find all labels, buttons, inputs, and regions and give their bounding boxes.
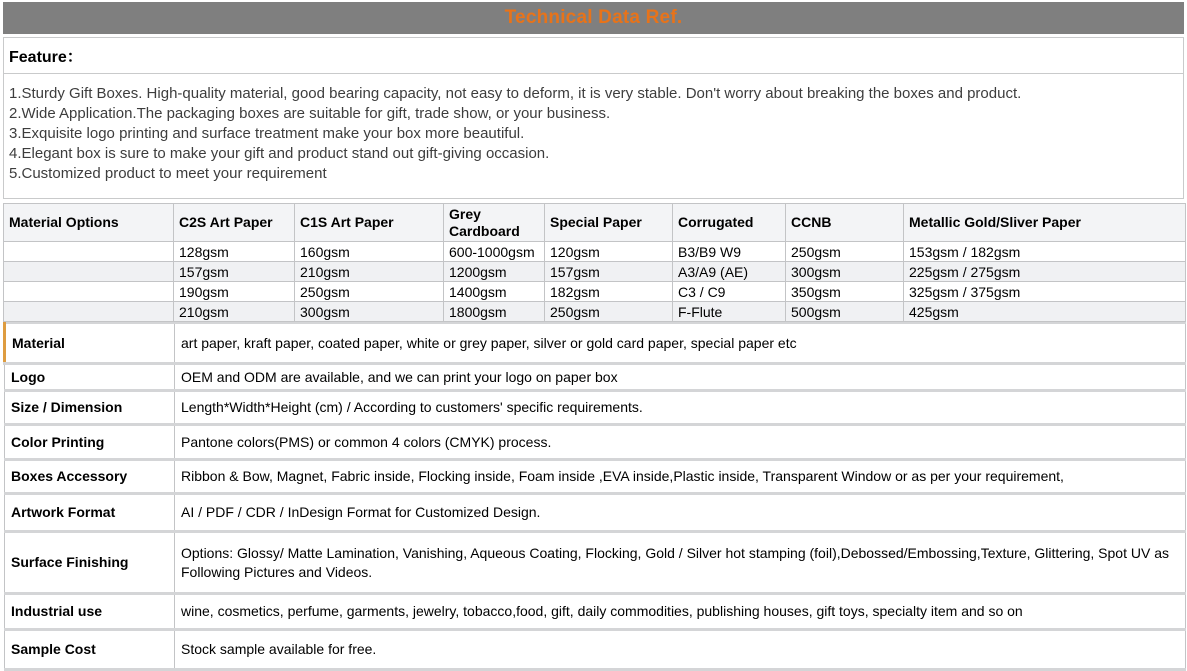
column-header: CCNB bbox=[786, 204, 904, 242]
feature-item: 1.Sturdy Gift Boxes. High-quality material, good bearing capacity, not easy to deform, it is very stable. Don't worry about breaking the boxes and product. bbox=[9, 85, 1022, 102]
detail-value: Pantone colors(PMS) or common 4 colors (CMYK) process. bbox=[175, 425, 1186, 460]
page-title: Technical Data Ref. bbox=[504, 7, 683, 28]
spec-cell: 190gsm bbox=[174, 282, 295, 302]
detail-value: Stock sample available for free. bbox=[175, 630, 1186, 670]
detail-value: Length*Width*Height (cm) / According to customers' specific requirements. bbox=[175, 391, 1186, 425]
detail-label: Industrial use bbox=[5, 594, 175, 630]
detail-row bbox=[5, 425, 1186, 460]
detail-value: OEM and ODM are available, and we can print your logo on paper box bbox=[175, 364, 1186, 391]
spec-cell: 1400gsm bbox=[444, 282, 545, 302]
spec-row bbox=[4, 262, 1186, 282]
spec-cell bbox=[4, 302, 174, 322]
spec-cell: 500gsm bbox=[786, 302, 904, 322]
spec-cell: 325gsm / 375gsm bbox=[904, 282, 1186, 302]
feature-heading bbox=[3, 37, 1184, 74]
detail-row bbox=[5, 630, 1186, 670]
detail-value: wine, cosmetics, perfume, garments, jewelry, tobacco,food, gift, daily commodities, publishing houses, gift toys, specialty item and so on bbox=[175, 594, 1186, 630]
detail-row bbox=[5, 594, 1186, 630]
spec-cell: 250gsm bbox=[295, 282, 444, 302]
detail-label: Boxes Accessory bbox=[5, 460, 175, 494]
spec-cell: 160gsm bbox=[295, 242, 444, 262]
detail-label: Logo bbox=[5, 364, 175, 391]
spec-header-row bbox=[4, 204, 1186, 242]
column-header: Grey Cardboard bbox=[444, 204, 545, 242]
column-header: Corrugated bbox=[673, 204, 786, 242]
spec-cell: 120gsm bbox=[545, 242, 673, 262]
spec-cell: 1800gsm bbox=[444, 302, 545, 322]
detail-label: Color Printing bbox=[5, 425, 175, 460]
feature-item: 5.Customized product to meet your requirement bbox=[9, 165, 327, 182]
spec-cell: 300gsm bbox=[786, 262, 904, 282]
detail-label: Sample Cost bbox=[5, 630, 175, 670]
feature-item: 3.Exquisite logo printing and surface treatment make your box more beautiful. bbox=[9, 125, 525, 142]
detail-row bbox=[5, 391, 1186, 425]
spec-cell: 157gsm bbox=[174, 262, 295, 282]
detail-value: Options: Glossy/ Matte Lamination, Vanishing, Aqueous Coating, Flocking, Gold / Silver hot stamping (foil),Debossed/Embossing,Texture, Glittering, Spot UV as Following Pictures and Videos. bbox=[175, 532, 1186, 594]
detail-value: Ribbon & Bow, Magnet, Fabric inside, Flocking inside, Foam inside ,EVA inside,Plastic inside, Transparent Window or as per your requirement, bbox=[175, 460, 1186, 494]
detail-table bbox=[3, 322, 1186, 671]
spec-cell: B3/B9 W9 bbox=[673, 242, 786, 262]
spec-cell: C3 / C9 bbox=[673, 282, 786, 302]
spec-cell: 182gsm bbox=[545, 282, 673, 302]
spec-row bbox=[4, 242, 1186, 262]
detail-row bbox=[5, 532, 1186, 594]
spec-cell: 425gsm bbox=[904, 302, 1186, 322]
feature-list bbox=[3, 74, 1184, 199]
spec-cell: 225gsm / 275gsm bbox=[904, 262, 1186, 282]
spec-cell: 210gsm bbox=[174, 302, 295, 322]
detail-row bbox=[5, 323, 1186, 364]
detail-label: Artwork Format bbox=[5, 494, 175, 532]
spec-cell bbox=[4, 262, 174, 282]
spec-cell: 153gsm / 182gsm bbox=[904, 242, 1186, 262]
detail-row bbox=[5, 364, 1186, 391]
feature-item: 4.Elegant box is sure to make your gift and product stand out gift-giving occasion. bbox=[9, 145, 550, 162]
spec-cell: 600-1000gsm bbox=[444, 242, 545, 262]
column-header: Material Options bbox=[4, 204, 174, 242]
title-band bbox=[3, 2, 1184, 34]
feature-item: 2.Wide Application.The packaging boxes are suitable for gift, trade show, or your business. bbox=[9, 105, 611, 122]
detail-value: art paper, kraft paper, coated paper, white or grey paper, silver or gold card paper, special paper etc bbox=[175, 323, 1186, 364]
spec-cell: 210gsm bbox=[295, 262, 444, 282]
detail-label: Size / Dimension bbox=[5, 391, 175, 425]
material-options-table bbox=[3, 203, 1186, 322]
spec-row bbox=[4, 302, 1186, 322]
feature-heading-text: Feature： bbox=[9, 49, 83, 66]
spec-cell: 1200gsm bbox=[444, 262, 545, 282]
spec-cell bbox=[4, 242, 174, 262]
column-header: C1S Art Paper bbox=[295, 204, 444, 242]
spec-row bbox=[4, 282, 1186, 302]
column-header: C2S Art Paper bbox=[174, 204, 295, 242]
column-header: Special Paper bbox=[545, 204, 673, 242]
detail-label: Surface Finishing bbox=[5, 532, 175, 594]
detail-row bbox=[5, 460, 1186, 494]
spec-cell: 157gsm bbox=[545, 262, 673, 282]
spec-cell: 350gsm bbox=[786, 282, 904, 302]
spec-cell: 250gsm bbox=[786, 242, 904, 262]
detail-value: AI / PDF / CDR / InDesign Format for Customized Design. bbox=[175, 494, 1186, 532]
spec-cell: 250gsm bbox=[545, 302, 673, 322]
spec-cell bbox=[4, 282, 174, 302]
spec-cell: F-Flute bbox=[673, 302, 786, 322]
detail-row bbox=[5, 494, 1186, 532]
detail-label: Material bbox=[5, 323, 175, 364]
spec-cell: A3/A9 (AE) bbox=[673, 262, 786, 282]
spec-cell: 300gsm bbox=[295, 302, 444, 322]
spec-cell: 128gsm bbox=[174, 242, 295, 262]
column-header: Metallic Gold/Sliver Paper bbox=[904, 204, 1186, 242]
